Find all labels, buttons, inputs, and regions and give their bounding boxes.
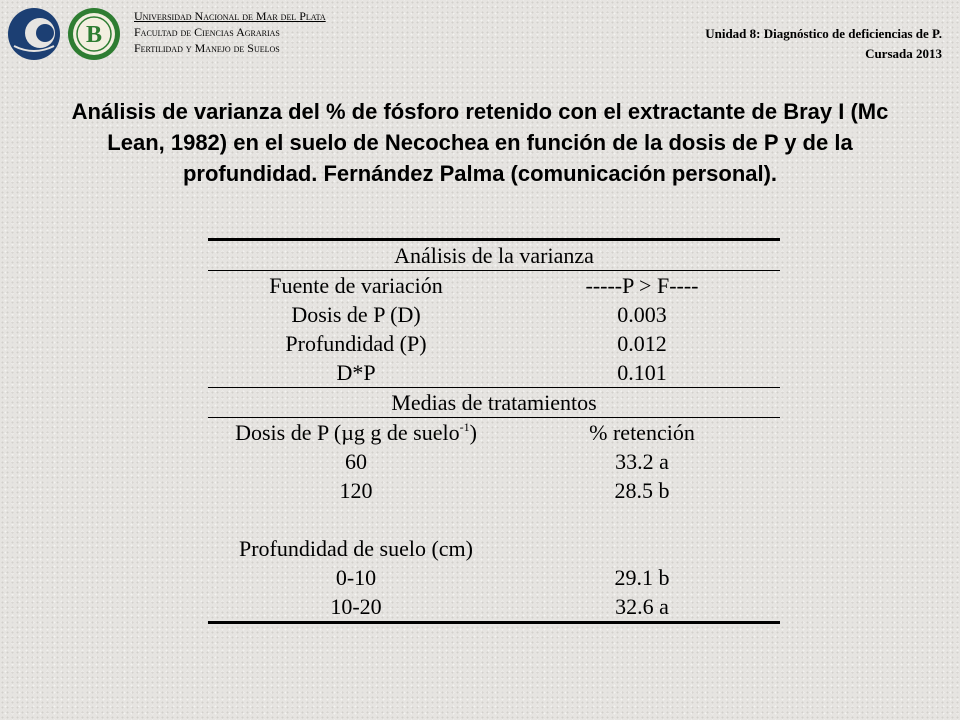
unit-block bbox=[705, 24, 942, 64]
p-cell: 0.101 bbox=[617, 359, 667, 385]
department-name: Fertilidad y Manejo de Suelos bbox=[134, 41, 280, 55]
dose-level-cell: 120 bbox=[339, 477, 373, 503]
faculty-name: Facultad de Ciencias Agrarias bbox=[134, 25, 280, 39]
table-row bbox=[208, 300, 780, 329]
university-logo-icon bbox=[6, 6, 62, 62]
depth-level-cell: 10-20 bbox=[330, 593, 382, 619]
anova-section-title: Análisis de la varianza bbox=[394, 242, 594, 268]
page-title: Análisis de varianza del % de fósforo retenido con el extractante de Bray I (Mc Lean, 1982) en el suelo de Necochea en función de la dosis de P y de la profundidad. Fernández Palma (comunicación personal). bbox=[71, 99, 889, 186]
institution-block bbox=[134, 8, 326, 56]
anova-table bbox=[208, 238, 780, 624]
p-header: -----P > F---- bbox=[585, 272, 699, 298]
depth-header: Profundidad de suelo (cm) bbox=[239, 535, 473, 561]
table-row bbox=[208, 329, 780, 358]
table-row bbox=[208, 592, 780, 621]
table-row bbox=[208, 476, 780, 505]
retention-cell: 32.6 a bbox=[615, 593, 669, 619]
dose-header-text: Dosis de P (µg g de suelo bbox=[235, 419, 460, 445]
retention-cell: 28.5 b bbox=[614, 477, 670, 503]
source-header: Fuente de variación bbox=[269, 272, 443, 298]
means-section-title: Medias de tratamientos bbox=[391, 389, 597, 415]
table-row bbox=[208, 358, 780, 387]
retention-cell: 29.1 b bbox=[614, 564, 670, 590]
table-row bbox=[208, 447, 780, 476]
dose-header-close: ) bbox=[469, 419, 477, 445]
dose-header-exponent: -1 bbox=[459, 419, 470, 434]
table-bottom-rule bbox=[208, 621, 780, 624]
retention-header: % retención bbox=[589, 419, 695, 445]
depth-header-row bbox=[208, 534, 780, 563]
depth-level-cell: 0-10 bbox=[335, 564, 377, 590]
source-cell: D*P bbox=[336, 359, 376, 385]
course-year: Cursada 2013 bbox=[865, 46, 942, 61]
source-cell: Profundidad (P) bbox=[285, 330, 427, 356]
table-row bbox=[208, 563, 780, 592]
anova-header-row bbox=[208, 271, 780, 300]
p-cell: 0.003 bbox=[617, 301, 667, 327]
dose-level-cell: 60 bbox=[345, 448, 367, 474]
dose-header-row bbox=[208, 418, 780, 447]
university-name: Universidad Nacional de Mar del Plata bbox=[134, 9, 326, 23]
unit-title: Unidad 8: Diagnóstico de deficiencias de P. bbox=[705, 26, 942, 41]
seal-letter: B bbox=[85, 22, 103, 48]
p-cell: 0.012 bbox=[617, 330, 667, 356]
blank-row bbox=[208, 505, 780, 534]
retention-cell: 33.2 a bbox=[615, 448, 669, 474]
faculty-seal-icon bbox=[66, 6, 122, 62]
source-cell: Dosis de P (D) bbox=[291, 301, 421, 327]
dose-header bbox=[208, 420, 504, 446]
